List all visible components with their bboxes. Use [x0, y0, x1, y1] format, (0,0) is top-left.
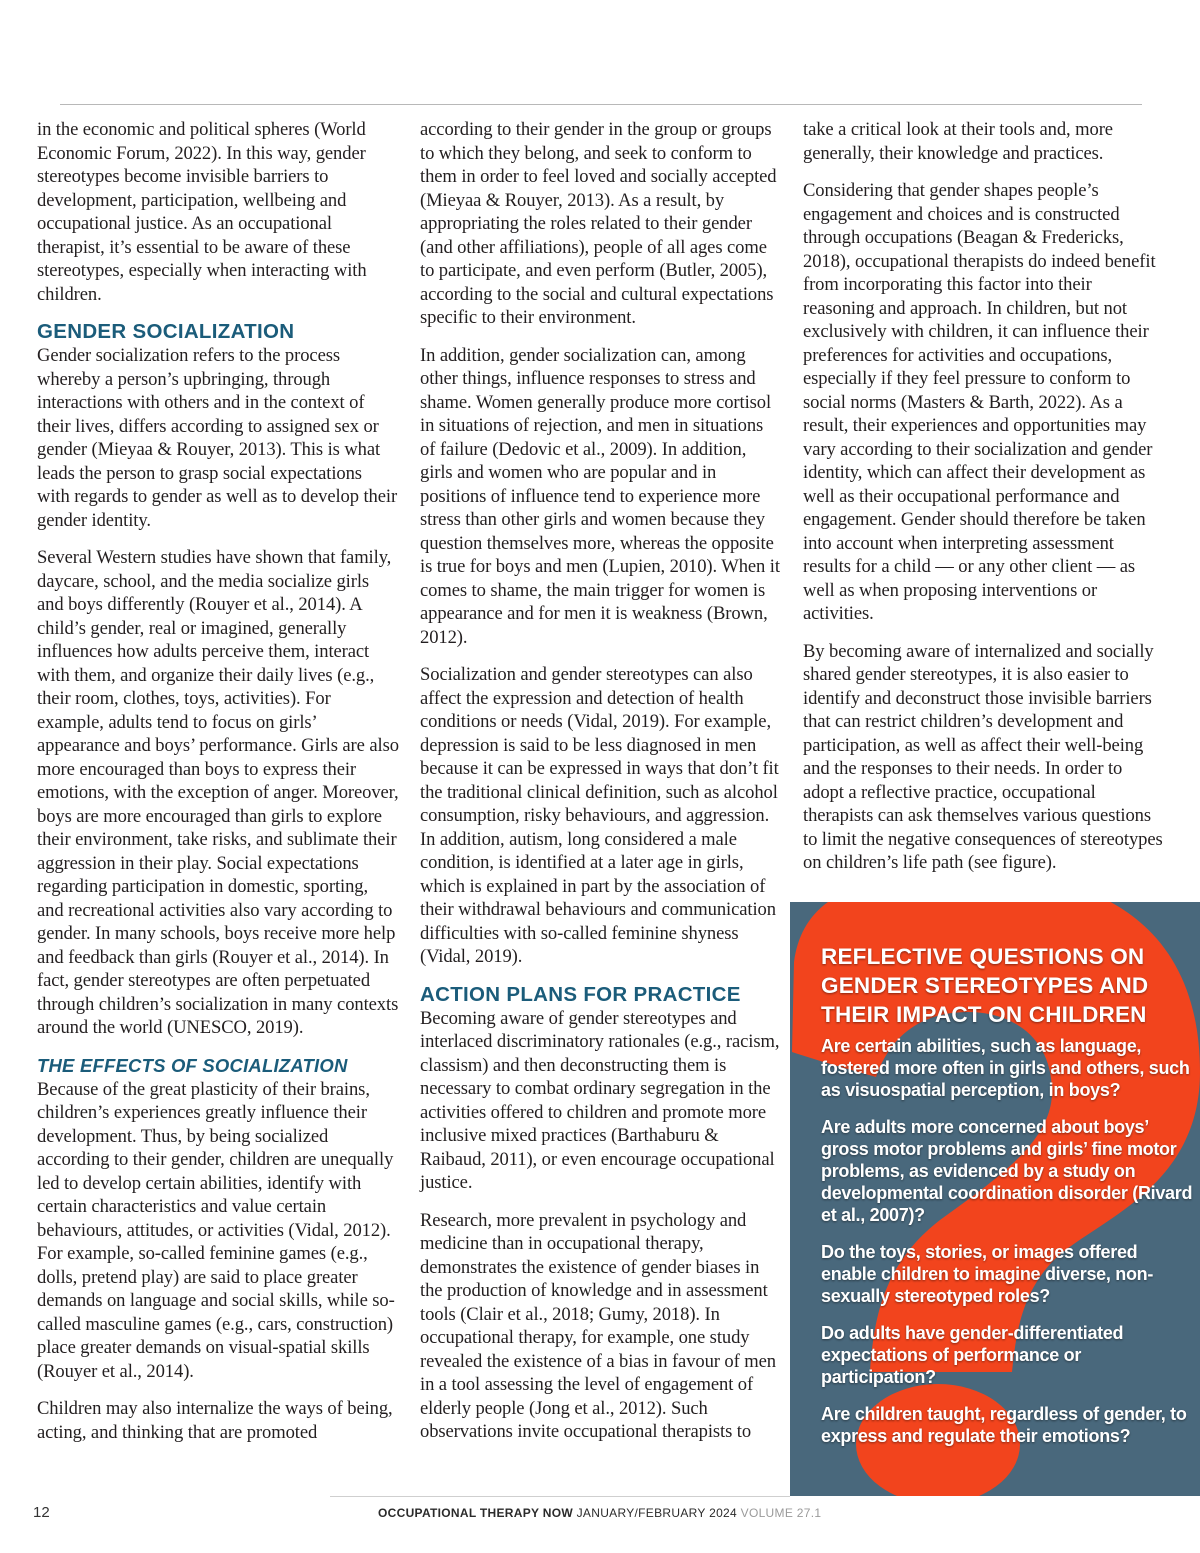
- paragraph: By becoming aware of internalized and socially shared gender stereotypes, it is also easier to identify and deconstruct those invisible barriers that can restrict children’s development and participation, as well as affect their well-being and the responses to their needs. In order to adopt a reflective practice, occupational therapists can ask themselves various questions to limit the negative consequences of stereotypes on children’s life path (see figure).: [803, 640, 1163, 873]
- heading-action-plans: ACTION PLANS FOR PRACTICE: [420, 982, 741, 1006]
- paragraph: Children may also internalize the ways of being, acting, and thinking that are promoted: [37, 1398, 393, 1443]
- paragraph: take a critical look at their tools and, more generally, their knowledge and practices.: [803, 119, 1113, 164]
- heading-gender-socialization: GENDER SOCIALIZATION: [37, 320, 295, 343]
- reflective-question: Do adults have gender-differentiated expectations of performance or participation?: [821, 1323, 1124, 1387]
- column-1: [37, 118, 399, 1444]
- reflective-questions-box: [790, 902, 1200, 1496]
- paragraph: Several Western studies have shown that family, daycare, school, and the media socialize girls and boys differently (Rouyer et al., 2014). A child’s gender, real or imagined, generally influences how adults perceive them, interact with them, and organize their daily lives (e.g., their room, clothes, toys, activities). For example, adults tend to focus on girls’ appearance and boys’ performance. Girls are also more encouraged than boys to express their emotions, with the exception of anger. Moreover, boys are more encouraged than girls to explore their environment, take risks, and sublimate their aggression in their play. Social expectations regarding participation in domestic, sporting, and recreational activities also vary according to gender. In many schools, boys receive more help and feedback than girls (Rouyer et al., 2014). In fact, gender stereotypes are often perpetuated through children’s socialization in many contexts around the world (UNESCO, 2019).: [37, 547, 399, 1038]
- volume: VOLUME 27.1: [740, 1506, 822, 1520]
- paragraph: In addition, gender socialization can, among other things, influence responses to stress and shame. Women generally produce more cortisol in situations of rejection, and men in situations of failure (Dedovic et al., 2009). In addition, girls and women who are popular and in positions of influence tend to experience more stress than other girls and women because they question themselves more, whereas the opposite is true for boys and men (Lupien, 2010). When it comes to shame, the main trigger for women is appearance and for men it is weakness (Brown, 2012).: [420, 344, 780, 648]
- reflective-question: Do the toys, stories, or images offered enable children to imagine diverse, non-sexually stereotyped roles?: [821, 1242, 1154, 1306]
- paragraph: Socialization and gender stereotypes can also affect the expression and detection of health conditions or needs (Vidal, 2019). For example, depression is said to be less diagnosed in men because it can be expressed in ways that don’t fit the traditional clinical definition, such as alcohol consumption, risky behaviours, and aggression. In addition, autism, long considered a male condition, is identified at a later age in girls, which is explained in part by the association of their withdrawal behaviours and communication difficulties with so-called feminine shyness (Vidal, 2019).: [420, 664, 779, 967]
- paragraph: Considering that gender shapes people’s engagement and choices and is constructed through occupations (Beagan & Fredericks, 2018), occupational therapists do indeed benefit from incorporating this factor into their reasoning and approach. In children, but not exclusively with children, it can influence their preferences for activities and occupations, especially if they feel pressure to conform to social norms (Masters & Barth, 2022). As a result, their experiences and opportunities may vary according to their socialization and gender identity, which can affect their development as well as their occupational performance and engagement. Gender should therefore be taken into account when interpreting assessment results for a child — or any other client — as well as when proposing interventions or activities.: [803, 180, 1156, 624]
- paragraph: according to their gender in the group or groups to which they belong, and seek to conform to them in order to feel loved and socially accepted (Mieyaa & Rouyer, 2013). As a result, by appropriating the roles related to their gender (and other affiliations), people of all ages come to participate, and even perform (Butler, 2005), according to the social and cultural expectations specific to their environment.: [420, 119, 777, 328]
- page-number: 12: [33, 1504, 50, 1521]
- top-rule: [60, 104, 1142, 105]
- issue-date: JANUARY/FEBRUARY 2024: [576, 1506, 737, 1520]
- paragraph: Gender socialization refers to the process whereby a person’s upbringing, through interactions with others and in the context of their lives, differs according to assigned sex or gender (Mieyaa & Rouyer, 2013). This is what leads the person to grasp social expectations with regards to gender as well as to develop their gender identity.: [37, 345, 398, 531]
- box-content: [821, 942, 1193, 1462]
- heading-effects-of-socialization: THE EFFECTS OF SOCIALIZATION: [37, 1054, 348, 1076]
- publication-name: OCCUPATIONAL THERAPY NOW: [378, 1506, 573, 1520]
- reflective-question: Are certain abilities, such as language, fostered more often in girls and others, such as visuospatial perception, in boys?: [821, 1036, 1190, 1100]
- paragraph: in the economic and political spheres (World Economic Forum, 2022). In this way, gender stereotypes become invisible barriers to development, participation, wellbeing and occupational justice. As an occupational therapist, it’s essential to be aware of these stereotypes, especially when interacting with children.: [37, 119, 367, 305]
- reflective-question: Are children taught, regardless of gender, to express and regulate their emotions?: [821, 1404, 1187, 1446]
- paragraph: Becoming aware of gender stereotypes and interlaced discriminatory rationales (e.g., racism, classism) and then deconstructing them is necessary to combat ordinary segregation in the activities offered to children and promote more inclusive mixed practices (Barthaburu & Raibaud, 2011), or even encourage occupational justice.: [420, 1007, 780, 1193]
- box-title: REFLECTIVE QUESTIONS ON GENDER STEREOTYPES AND THEIR IMPACT ON CHILDREN: [821, 944, 1149, 1027]
- reflective-question: Are adults more concerned about boys’ gross motor problems and girls’ fine motor problems, as evidenced by a study on developmental coordination disorder (Rivard et al., 2007)?: [821, 1117, 1193, 1225]
- column-2: [420, 118, 782, 1444]
- column-3: [803, 118, 1165, 875]
- footer-rule: [330, 1496, 790, 1497]
- footer: [378, 1506, 821, 1520]
- paragraph: Research, more prevalent in psychology and medicine than in occupational therapy, demonstrates the existence of gender biases in the production of knowledge and in assessment tools (Clair et al., 2018; Gumy, 2018). In occupational therapy, for example, one study revealed the existence of a bias in favour of men in a tool assessing the level of engagement of elderly people (Jong et al., 2012). Such observations invite occupational therapists to: [420, 1209, 776, 1442]
- paragraph: Because of the great plasticity of their brains, children’s experiences greatly influence their development. Thus, by being socialized according to their gender, children are unequally led to develop certain abilities, identify with certain characteristics and value certain behaviours, attitudes, or activities (Vidal, 2012). For example, so-called feminine games (e.g., dolls, pretend play) are said to place greater demands on language and social skills, while so-called masculine games (e.g., cars, construction) place greater demands on visual-spatial skills (Rouyer et al., 2014).: [37, 1078, 395, 1382]
